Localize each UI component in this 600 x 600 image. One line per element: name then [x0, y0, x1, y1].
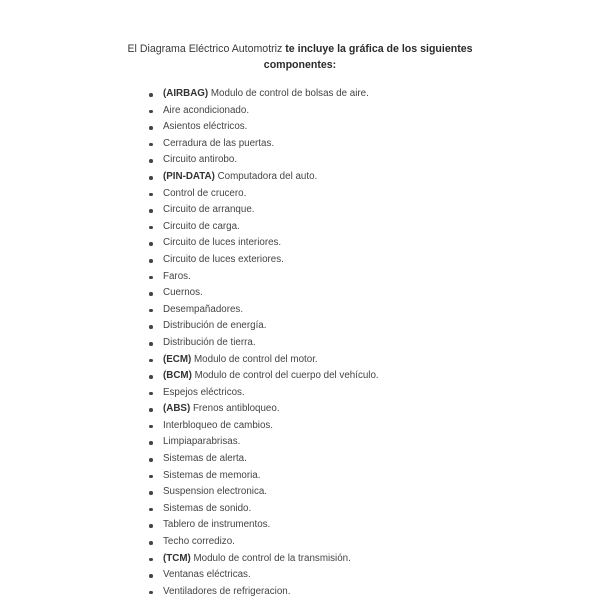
component-description: Modulo de control de bolsas de aire. [208, 88, 369, 99]
component-description: Ventiladores de refrigeracion. [163, 585, 291, 597]
component-description: Sistemas de sonido. [163, 502, 252, 514]
bullet-icon [149, 93, 153, 97]
component-description: Circuito de luces interiores. [163, 237, 282, 249]
list-item-text [163, 103, 249, 120]
component-description: Sistemas de memoria. [163, 469, 261, 481]
bullet-icon [149, 126, 153, 130]
intro-bold-text-line2: componentes: [263, 59, 337, 71]
component-description: Computadora del auto. [214, 170, 318, 182]
list-item-text [163, 434, 240, 451]
list-item-text [163, 235, 281, 252]
component-description: Espejos eléctricos. [163, 386, 245, 398]
component-code: (PIN-DATA) [163, 170, 215, 182]
component-description: Suspension electronica. [163, 486, 268, 498]
bullet-icon [149, 209, 153, 213]
list-item-text [163, 534, 235, 551]
list-item-text [163, 567, 251, 584]
component-code: (BCM) [163, 370, 192, 382]
component-description: Circuito antirobo. [163, 154, 238, 166]
component-description: Asientos eléctricos. [163, 121, 248, 133]
list-item-text [163, 202, 255, 219]
bullet-icon [149, 408, 153, 412]
bullet-icon [149, 591, 153, 595]
list-item-text [163, 318, 266, 335]
bullet-icon [149, 359, 153, 363]
component-code: (TCM) [163, 552, 191, 564]
list-item-text [163, 219, 240, 236]
component-code: (ABS) [163, 403, 191, 415]
bullet-icon [149, 508, 153, 512]
list-item-text [163, 484, 267, 501]
list-item-text [163, 352, 318, 369]
bullet-icon [149, 276, 153, 280]
bullet-icon [149, 309, 153, 313]
bullet-icon [149, 558, 153, 562]
bullet-icon [149, 524, 153, 528]
bullet-icon [149, 375, 153, 379]
list-item-text [163, 418, 273, 435]
component-description: Techo corredizo. [163, 536, 235, 548]
component-description: Distribución de energía. [163, 320, 267, 332]
component-description: Ventanas eléctricas. [163, 569, 251, 581]
component-description: Aire acondicionado. [163, 104, 250, 116]
intro-bold-text-line1: te incluye la gráfica de los siguientes [285, 43, 473, 55]
list-item-text [163, 335, 256, 352]
bullet-icon [149, 176, 153, 180]
component-description: Modulo de control de la transmisión. [190, 552, 351, 564]
component-description: Cuernos. [163, 287, 203, 299]
bullet-icon [149, 342, 153, 346]
component-code: (ECM) [163, 353, 192, 365]
component-description: Sistemas de alerta. [163, 453, 247, 465]
component-description: Desempañadores. [163, 303, 244, 315]
intro-paragraph [110, 41, 490, 73]
component-description: Modulo de control del cuerpo del vehículo. [191, 370, 379, 382]
bullet-icon [149, 259, 153, 263]
component-description: Distribución de tierra. [163, 336, 256, 348]
component-description: Control de crucero. [163, 187, 247, 199]
bullet-icon [149, 491, 153, 495]
bullet-icon [149, 193, 153, 197]
bullet-icon [149, 110, 153, 114]
bullet-icon [149, 159, 153, 163]
component-description: Circuito de carga. [163, 220, 240, 232]
bullet-icon [149, 292, 153, 296]
bullet-icon [149, 425, 153, 429]
list-item-text [163, 468, 260, 485]
component-description: Circuito de luces exteriores. [163, 253, 284, 265]
bullet-icon [149, 441, 153, 445]
list-item-text [163, 285, 203, 302]
bullet-icon [149, 143, 153, 147]
component-description: Faros. [163, 270, 191, 282]
list-item-text [163, 401, 280, 418]
component-code: (AIRBAG) [163, 88, 209, 99]
list-item-text [163, 152, 237, 169]
list-item-text [163, 451, 247, 468]
bullet-icon [149, 226, 153, 230]
component-description: Circuito de arranque. [163, 204, 255, 216]
list-item-text [163, 385, 245, 402]
component-description: Cerradura de las puertas. [163, 137, 275, 149]
bullet-icon [149, 541, 153, 545]
component-description: Interbloqueo de cambios. [163, 419, 274, 431]
component-description: Limpiaparabrisas. [163, 436, 241, 448]
list-item-text [163, 169, 317, 186]
bullet-icon [149, 325, 153, 329]
component-description: Frenos antibloqueo. [190, 403, 280, 415]
bullet-icon [149, 392, 153, 396]
list-item-text [163, 368, 379, 385]
list-item-text [163, 501, 251, 518]
bullet-icon [149, 458, 153, 462]
list-item-text [163, 119, 247, 136]
bullet-icon [149, 574, 153, 578]
list-item-text [163, 551, 351, 568]
list-item-text [163, 302, 243, 319]
bullet-icon [149, 475, 153, 479]
component-description: Modulo de control del motor. [191, 353, 318, 365]
list-item-text [163, 584, 290, 600]
list-item-text [163, 136, 274, 153]
list-item-text [163, 269, 191, 286]
component-description: Tablero de instrumentos. [163, 519, 271, 531]
list-item-text [163, 186, 246, 203]
bullet-icon [149, 242, 153, 246]
list-item-text [163, 252, 284, 269]
list-item-text [163, 517, 270, 534]
list-item-text [163, 86, 369, 103]
intro-plain-text: El Diagrama Eléctrico Automotriz [127, 43, 286, 55]
